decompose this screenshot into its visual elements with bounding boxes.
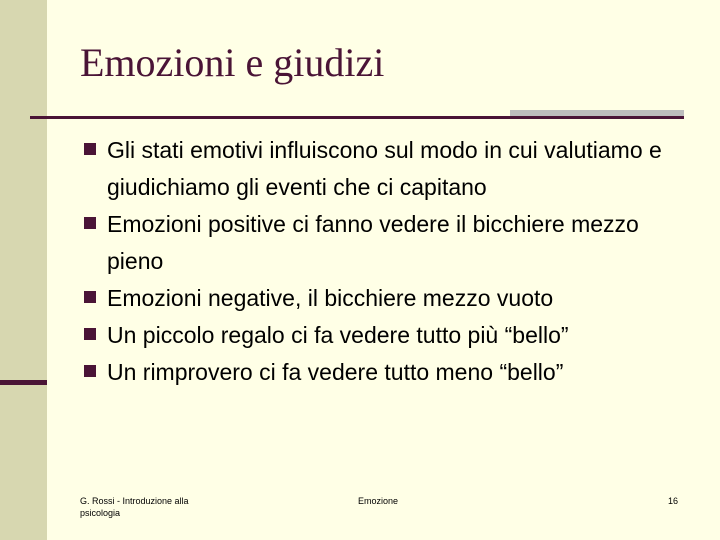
list-item [82,132,682,206]
title-divider [30,116,684,119]
square-bullet-icon [84,217,96,229]
square-bullet-icon [84,143,96,155]
footer-topic: Emozione [358,496,399,506]
footer-author: G. Rossi - Introduzione alla psicologia [80,496,189,518]
square-bullet-icon [84,365,96,377]
left-accent-bar [0,380,47,385]
bullet-list [82,132,682,391]
left-sidebar-band [0,0,47,540]
bullet-text: Un rimprovero ci fa vedere tutto meno “bello” [107,359,564,385]
bullet-text: Gli stati emotivi influiscono sul modo in cui valutiamo e giudichiamo gli eventi che ci capitano [107,137,662,200]
slide-title: Emozioni e giudizi [80,40,385,85]
list-item [82,206,682,280]
list-item [82,317,682,354]
list-item [82,280,682,317]
page-number: 16 [667,496,678,506]
list-item [82,354,682,391]
square-bullet-icon [84,328,96,340]
bullet-text: Emozioni positive ci fanno vedere il bicchiere mezzo pieno [107,211,639,274]
bullet-text: Un piccolo regalo ci fa vedere tutto più “bello” [107,322,569,348]
bullet-text: Emozioni negative, il bicchiere mezzo vuoto [107,285,554,311]
square-bullet-icon [84,291,96,303]
